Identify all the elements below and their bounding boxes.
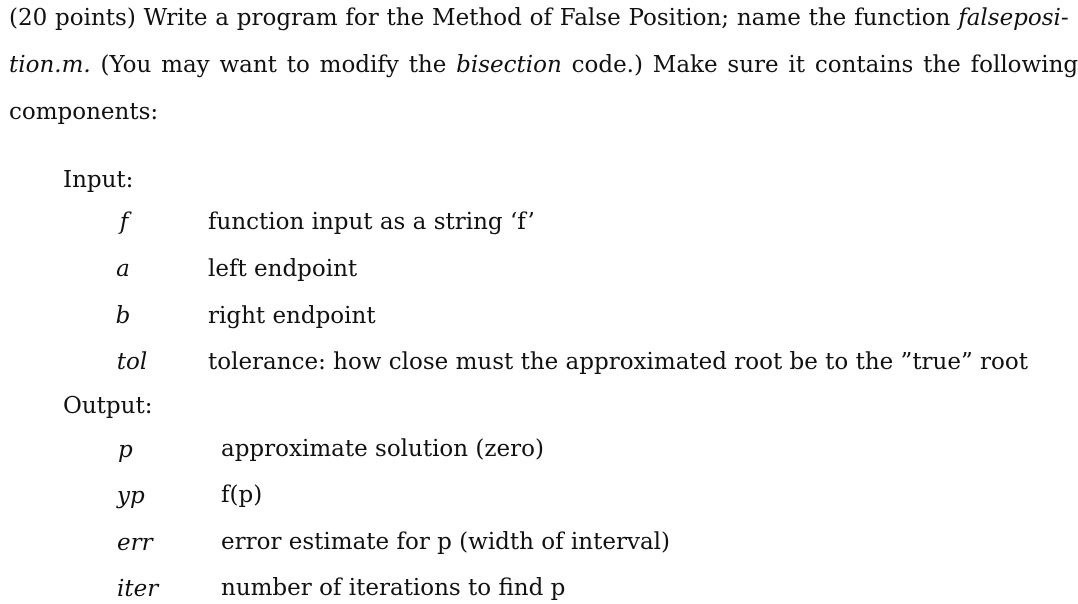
- output-description-yp: f(p): [221, 482, 263, 508]
- output-symbol-iter: iter: [117, 576, 159, 602]
- problem-statement-line-1: [9, 7, 1069, 30]
- input-section-label: Input:: [63, 167, 134, 193]
- input-description-b: right endpoint: [208, 303, 376, 329]
- problem-statement-text: (20 points) Write a program for the Method of False Position; name the function: [9, 5, 959, 31]
- output-symbol-yp: yp: [117, 483, 145, 509]
- problem-statement-line-2: [9, 54, 1078, 77]
- input-symbol-b: b: [115, 303, 131, 329]
- bisection-code-name: bisection: [456, 52, 562, 78]
- output-description-err: error estimate for p (width of interval): [221, 529, 670, 555]
- output-symbol-err: err: [117, 530, 153, 556]
- problem-statement-text-2a: (You may want to modify the: [90, 52, 457, 78]
- input-description-tol: tolerance: how close must the approximated root be to the ”true” root: [208, 349, 1028, 375]
- input-description-f: function input as a string ‘f’: [208, 209, 535, 235]
- input-symbol-a: a: [116, 256, 130, 282]
- input-symbol-f: f: [119, 209, 129, 235]
- input-symbol-tol: tol: [116, 349, 148, 375]
- output-section-label: Output:: [63, 393, 153, 419]
- input-description-a: left endpoint: [208, 256, 358, 282]
- function-name-part-2: tion.m.: [9, 52, 91, 78]
- output-description-iter: number of iterations to find p: [221, 575, 566, 601]
- output-symbol-p: p: [118, 437, 133, 463]
- function-name-part-1: falseposi-: [958, 5, 1069, 31]
- problem-statement-line-3: components:: [9, 99, 159, 125]
- problem-statement-text-2b: code.) Make sure it contains the following: [561, 52, 1078, 78]
- output-description-p: approximate solution (zero): [221, 436, 544, 462]
